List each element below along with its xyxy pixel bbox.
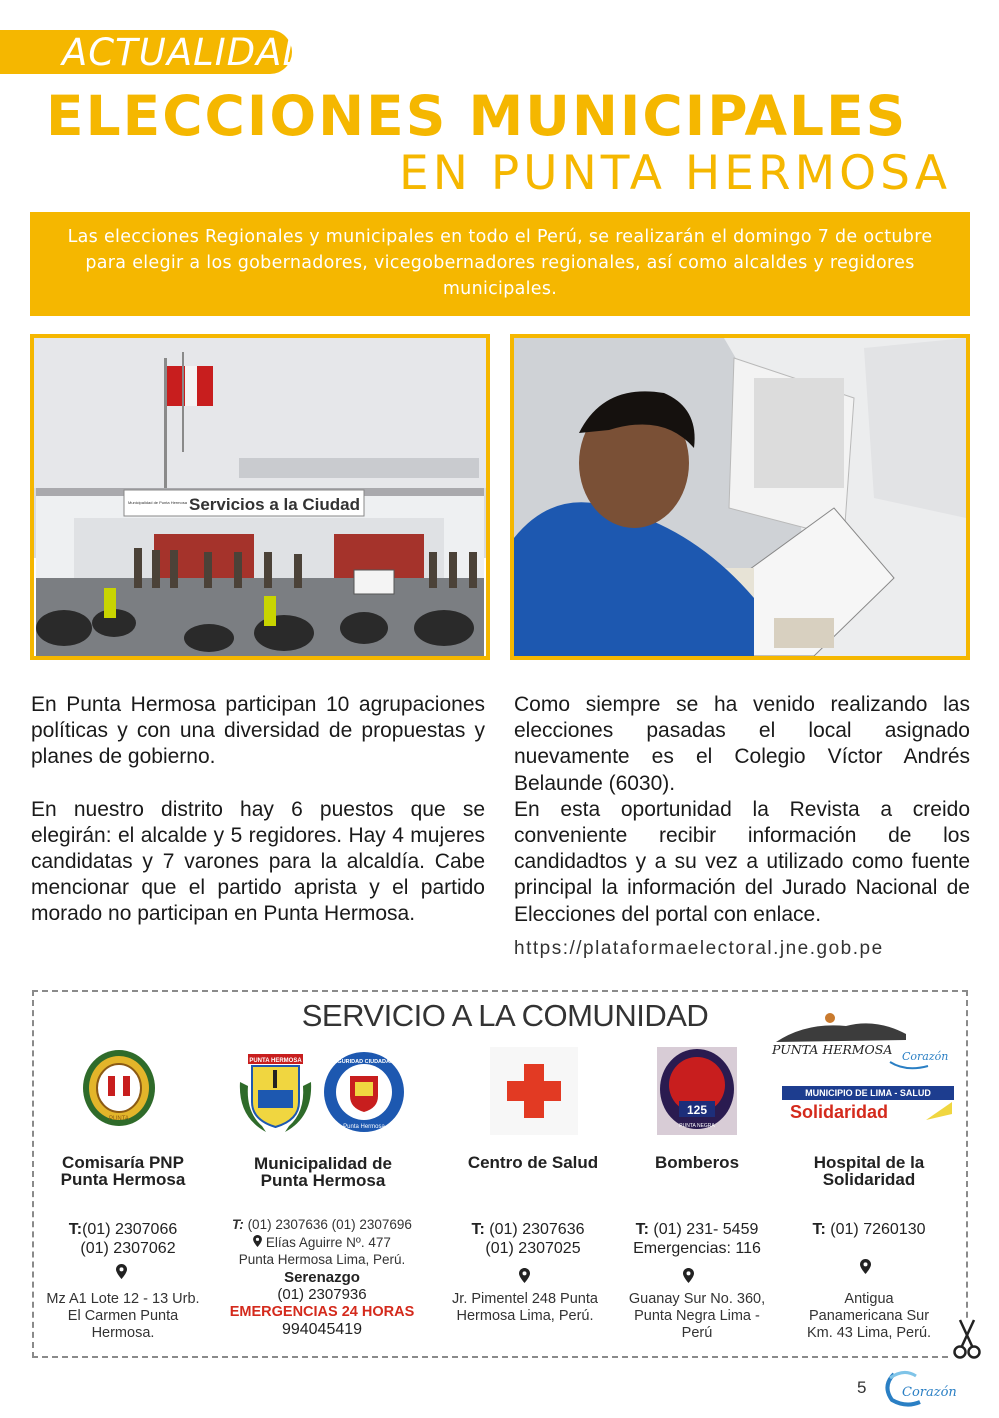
municipalidad-name: Municipalidad de Punta Hermosa (254, 1154, 392, 1190)
body-paragraph: En nuestro distrito hay 6 puestos que se elegirán: el alcalde y 5 regidores. Hay 4 mujeres candidatas y 7 varones para la alcaldía. Cabe mencionar que el partido aprista y el partido morado no participan en Punta Hermosa. (31, 797, 485, 926)
seguridad-ciudadana-icon (322, 1050, 406, 1134)
body-paragraph: En esta oportunidad la Revista a creido conveniente recibir información de los candidadtos y a su vez a utilizado como fuente principal la información del Jurado Nacional de Elecciones del portal con enlace. (514, 797, 970, 926)
hospital-phone: T: (01) 7260130 (812, 1221, 926, 1238)
bomberos-number: 125 (686, 1103, 708, 1117)
body-column-left (31, 692, 485, 928)
sign-text: Servicios a la Ciudad (189, 495, 361, 514)
red-cross-icon (490, 1047, 578, 1135)
comisaria-address: Mz A1 Lote 12 - 13 Urb. El Carmen Punta Hermosa. (46, 1291, 200, 1341)
solidaridad-text: Solidaridad (790, 1102, 889, 1122)
location-pin-icon (519, 1268, 530, 1283)
bomberos-badge-icon (657, 1047, 737, 1135)
location-pin-icon (860, 1259, 871, 1274)
page-subtitle: EN PUNTA HERMOSA (399, 146, 951, 201)
seguridad-sub: Punta Hermosa (343, 1124, 385, 1130)
corazon-brand: Corazón (902, 1050, 949, 1063)
services-title: SERVICIO A LA COMUNIDAD (301, 998, 709, 1033)
intro-text: Las elecciones Regionales y municipales en todo el Perú, se realizarán el domingo 7 de octubre para elegir a los gobernadores, vicegobernadores regionales, así como alcaldes y regidores municipales. (67, 227, 933, 299)
sign-logo-text: Municipalidad de Punta Hermosa (128, 500, 187, 505)
bomberos-logo-text: PUNTA NEGRA (679, 1123, 715, 1129)
corazon-footer-logo (880, 1364, 960, 1408)
bomberos-name: Bomberos (654, 1153, 740, 1172)
comisaria-phones: T:(01) 2307066 (01) 2307062 (68, 1221, 178, 1257)
punta-hermosa-brand: PUNTA HERMOSA (772, 1042, 893, 1057)
police-shield-icon (80, 1046, 158, 1130)
body-column-right (514, 692, 970, 928)
hospital-address: Antigua Panamericana Sur Km. 43 Lima, Perú. (806, 1291, 932, 1341)
body-paragraph: En Punta Hermosa participan 10 agrupaciones políticas y con una diversidad de propuestas y planes de gobierno. (31, 693, 485, 769)
hospital-name: Hospital de la Solidaridad (813, 1153, 925, 1189)
section-label: ACTUALIDAD (62, 31, 312, 74)
bomberos-phones: T: (01) 231- 5459 Emergencias: 116 (633, 1221, 761, 1257)
municipio-lima-text: MUNICIPIO DE LIMA - SALUD (805, 1088, 931, 1098)
salud-address: Jr. Pimentel 248 Punta Hermosa Lima, Perú. (452, 1291, 598, 1324)
seguridad-text: SEGURIDAD CIUDADANA (330, 1059, 398, 1065)
page-title: ELECCIONES MUNICIPALES (46, 84, 908, 148)
comisaria-name: Comisaría PNP Punta Hermosa (60, 1153, 186, 1189)
scissors-icon (952, 1318, 982, 1360)
jne-link[interactable]: https://plataformaelectoral.jne.gob.pe (514, 938, 884, 959)
photo-voter-booth (510, 334, 970, 660)
municipal-crest-icon (238, 1052, 313, 1137)
bomberos-address: Guanay Sur No. 360, Punta Negra Lima - Perú (628, 1291, 766, 1341)
salud-phones: T: (01) 2307636 (01) 2307025 (471, 1221, 585, 1257)
location-pin-icon (683, 1268, 694, 1283)
hospital-brand-logo (766, 1010, 956, 1130)
page-number: 5 (857, 1378, 867, 1397)
location-pin-icon (116, 1264, 127, 1279)
corazon-footer-text: Corazón (902, 1385, 957, 1400)
location-pin-icon (253, 1235, 262, 1247)
police-logo-text: PUNTA (109, 1116, 129, 1122)
photo-municipal-building (30, 334, 490, 660)
salud-name: Centro de Salud (467, 1153, 599, 1172)
body-paragraph: Como siempre se ha venido realizando las elecciones pasadas el local asignado nuevamente es el Colegio Víctor Andrés Belaunde (6030). (514, 693, 970, 795)
municipalidad-details: T: (01) 2307636 (01) 2307696 Elías Aguirre Nº. 477 Punta Hermosa Lima, Perú. Serenazgo (01) 2307936 EMERGENCIAS 24 HORAS 994045419 (229, 1217, 415, 1338)
crest-text: PUNTA HERMOSA (249, 1058, 302, 1064)
